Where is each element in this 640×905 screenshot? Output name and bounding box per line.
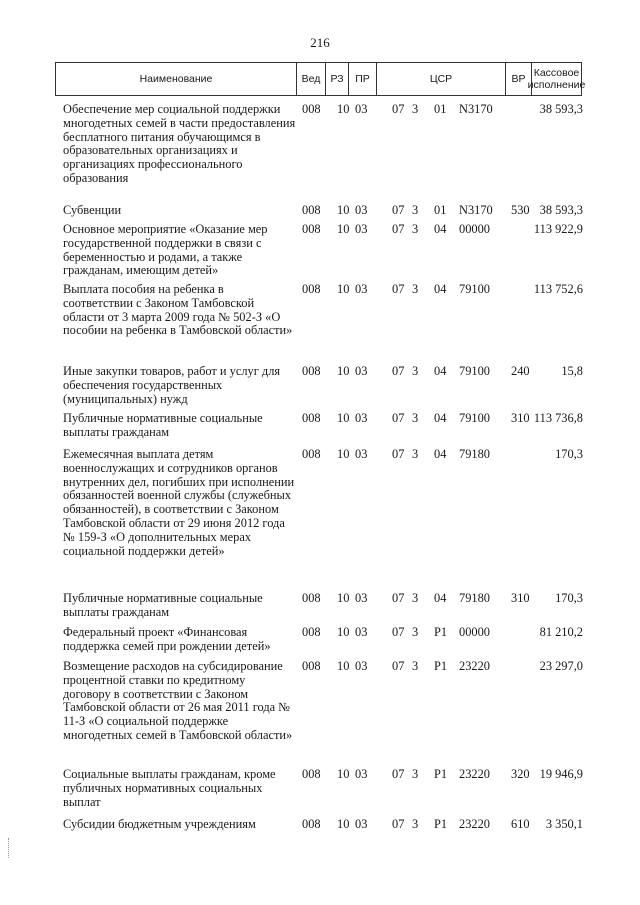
row-amount: 15,8	[561, 364, 583, 378]
row-csr-4: 23220	[459, 817, 490, 831]
table-row	[0, 223, 640, 283]
row-name: Ежемесячная выплата детям военнослужащих и сотрудников органов внутренних дел, погибших при исполнении обязанностей военной службы (служебных обязанностей), в соответствии с Законом Тамбовской области от 29 июня 2012 года № 159-З «О дополнительных мерах социальной поддержки детей»	[63, 447, 295, 558]
row-csr-2: 3	[412, 817, 419, 831]
row-pr: 03	[355, 411, 368, 425]
row-amount: 3 350,1	[545, 817, 583, 831]
row-csr-3: 04	[434, 411, 447, 425]
row-name: Обеспечение мер социальной поддержки многодетных семей в части предоставления бесплатного питания обучающимся в образовательных организациях и организациях профессионального образования	[63, 102, 296, 185]
table-row	[0, 283, 640, 365]
row-rz: 10	[337, 282, 350, 296]
row-csr-2: 3	[412, 282, 419, 296]
row-csr-1: 07	[392, 659, 405, 673]
header-amount: Кассовое исполнение	[527, 67, 586, 91]
row-name: Публичные нормативные социальные выплаты гражданам	[63, 591, 263, 619]
row-csr-1: 07	[392, 102, 405, 116]
row-csr-3: 04	[434, 222, 447, 236]
row-csr-4: 79180	[459, 447, 490, 461]
row-csr-4: 23220	[459, 659, 490, 673]
row-csr-1: 07	[392, 767, 405, 781]
row-csr-2: 3	[412, 364, 419, 378]
row-ved: 008	[302, 102, 321, 116]
row-csr-2: 3	[412, 222, 419, 236]
row-amount: 23 297,0	[539, 659, 583, 673]
table-row	[0, 626, 640, 660]
row-pr: 03	[355, 364, 368, 378]
row-csr-2: 3	[412, 767, 419, 781]
row-pr: 03	[355, 203, 368, 217]
header-ved: Вед	[297, 63, 326, 95]
row-csr-4: 00000	[459, 625, 490, 639]
row-name: Возмещение расходов на субсидирование процентной ставки по кредитному договору в соответствии с Законом Тамбовской области от 26 мая 2011 года № 11-З «О социальной поддержке многодетных семей в Тамбовской области»	[63, 659, 293, 742]
row-pr: 03	[355, 102, 368, 116]
row-rz: 10	[337, 203, 350, 217]
table-row	[0, 768, 640, 818]
row-amount: 170,3	[555, 447, 583, 461]
row-pr: 03	[355, 659, 368, 673]
scan-edge-mark	[8, 838, 23, 858]
row-pr: 03	[355, 222, 368, 236]
table-row	[0, 660, 640, 768]
row-name: Публичные нормативные социальные выплаты гражданам	[63, 411, 263, 439]
row-csr-1: 07	[392, 203, 405, 217]
row-vr: 240	[511, 364, 530, 378]
row-csr-4: N3170	[459, 203, 493, 217]
row-csr-1: 07	[392, 282, 405, 296]
row-csr-3: 04	[434, 591, 447, 605]
row-csr-2: 3	[412, 591, 419, 605]
table-header	[55, 62, 586, 96]
row-name: Федеральный проект «Финансовая поддержка семей при рождении детей»	[63, 625, 271, 653]
row-csr-2: 3	[412, 625, 419, 639]
row-csr-3: P1	[434, 767, 448, 781]
row-amount: 81 210,2	[539, 625, 583, 639]
row-name: Выплата пособия на ребенка в соответствии с Законом Тамбовской области от 3 марта 2009 года № 502-З «О пособии на ребенка в Тамбовской области»	[63, 282, 293, 338]
row-ved: 008	[302, 222, 321, 236]
row-csr-4: 79100	[459, 282, 490, 296]
row-csr-1: 07	[392, 411, 405, 425]
row-csr-3: P1	[434, 659, 448, 673]
row-amount: 170,3	[555, 591, 583, 605]
row-ved: 008	[302, 411, 321, 425]
row-csr-2: 3	[412, 447, 419, 461]
header-vr: ВР	[506, 63, 532, 95]
row-pr: 03	[355, 817, 368, 831]
row-ved: 008	[302, 282, 321, 296]
row-rz: 10	[337, 102, 350, 116]
row-csr-3: P1	[434, 625, 448, 639]
row-csr-4: 00000	[459, 222, 490, 236]
row-vr: 310	[511, 411, 530, 425]
row-rz: 10	[337, 767, 350, 781]
row-pr: 03	[355, 625, 368, 639]
table-row	[0, 448, 640, 592]
table-body	[0, 103, 640, 838]
row-csr-4: 23220	[459, 767, 490, 781]
row-ved: 008	[302, 659, 321, 673]
row-rz: 10	[337, 817, 350, 831]
row-csr-4: 79100	[459, 411, 490, 425]
row-ved: 008	[302, 767, 321, 781]
row-csr-4: 79100	[459, 364, 490, 378]
table-row	[0, 412, 640, 448]
row-rz: 10	[337, 364, 350, 378]
row-amount: 19 946,9	[539, 767, 583, 781]
row-csr-3: P1	[434, 817, 448, 831]
row-csr-1: 07	[392, 625, 405, 639]
row-pr: 03	[355, 767, 368, 781]
table-row	[0, 204, 640, 223]
row-csr-1: 07	[392, 447, 405, 461]
row-name: Субсидии бюджетным учреждениям	[63, 817, 256, 831]
row-csr-2: 3	[412, 203, 419, 217]
row-ved: 008	[302, 364, 321, 378]
row-name: Основное мероприятие «Оказание мер государственной поддержки в связи с беременностью и родами, а также гражданам, имеющим детей»	[63, 222, 268, 278]
row-name: Иные закупки товаров, работ и услуг для обеспечения государственных (муниципальных) нужд	[63, 364, 281, 406]
header-pr: ПР	[349, 63, 377, 95]
row-ved: 008	[302, 447, 321, 461]
row-amount: 113 736,8	[533, 411, 583, 425]
row-csr-2: 3	[412, 102, 419, 116]
row-csr-3: 04	[434, 282, 447, 296]
row-name: Социальные выплаты гражданам, кроме публичных нормативных социальных выплат	[63, 767, 276, 809]
row-pr: 03	[355, 282, 368, 296]
row-csr-3: 04	[434, 447, 447, 461]
row-csr-1: 07	[392, 222, 405, 236]
row-csr-2: 3	[412, 411, 419, 425]
row-csr-4: 79180	[459, 591, 490, 605]
row-csr-3: 01	[434, 102, 447, 116]
header-rz: РЗ	[326, 63, 349, 95]
row-name: Субвенции	[63, 203, 122, 217]
row-rz: 10	[337, 447, 350, 461]
row-rz: 10	[337, 222, 350, 236]
row-rz: 10	[337, 659, 350, 673]
page-number: 216	[310, 35, 330, 50]
row-rz: 10	[337, 625, 350, 639]
row-vr: 530	[511, 203, 530, 217]
row-rz: 10	[337, 591, 350, 605]
table-row	[0, 103, 640, 204]
row-ved: 008	[302, 203, 321, 217]
row-amount: 113 922,9	[533, 222, 583, 236]
row-amount: 38 593,3	[539, 102, 583, 116]
row-ved: 008	[302, 817, 321, 831]
row-csr-4: N3170	[459, 102, 493, 116]
row-csr-2: 3	[412, 659, 419, 673]
row-amount: 38 593,3	[539, 203, 583, 217]
row-pr: 03	[355, 447, 368, 461]
row-csr-3: 04	[434, 364, 447, 378]
table-row	[0, 818, 640, 838]
table-row	[0, 592, 640, 626]
row-vr: 320	[511, 767, 530, 781]
header-name: Наименование	[56, 63, 297, 95]
row-vr: 310	[511, 591, 530, 605]
table-row	[0, 365, 640, 412]
row-amount: 113 752,6	[533, 282, 583, 296]
row-vr: 610	[511, 817, 530, 831]
header-csr: ЦСР	[377, 63, 506, 95]
row-csr-3: 01	[434, 203, 447, 217]
row-csr-1: 07	[392, 364, 405, 378]
row-pr: 03	[355, 591, 368, 605]
row-rz: 10	[337, 411, 350, 425]
row-csr-1: 07	[392, 817, 405, 831]
row-ved: 008	[302, 625, 321, 639]
row-ved: 008	[302, 591, 321, 605]
row-csr-1: 07	[392, 591, 405, 605]
